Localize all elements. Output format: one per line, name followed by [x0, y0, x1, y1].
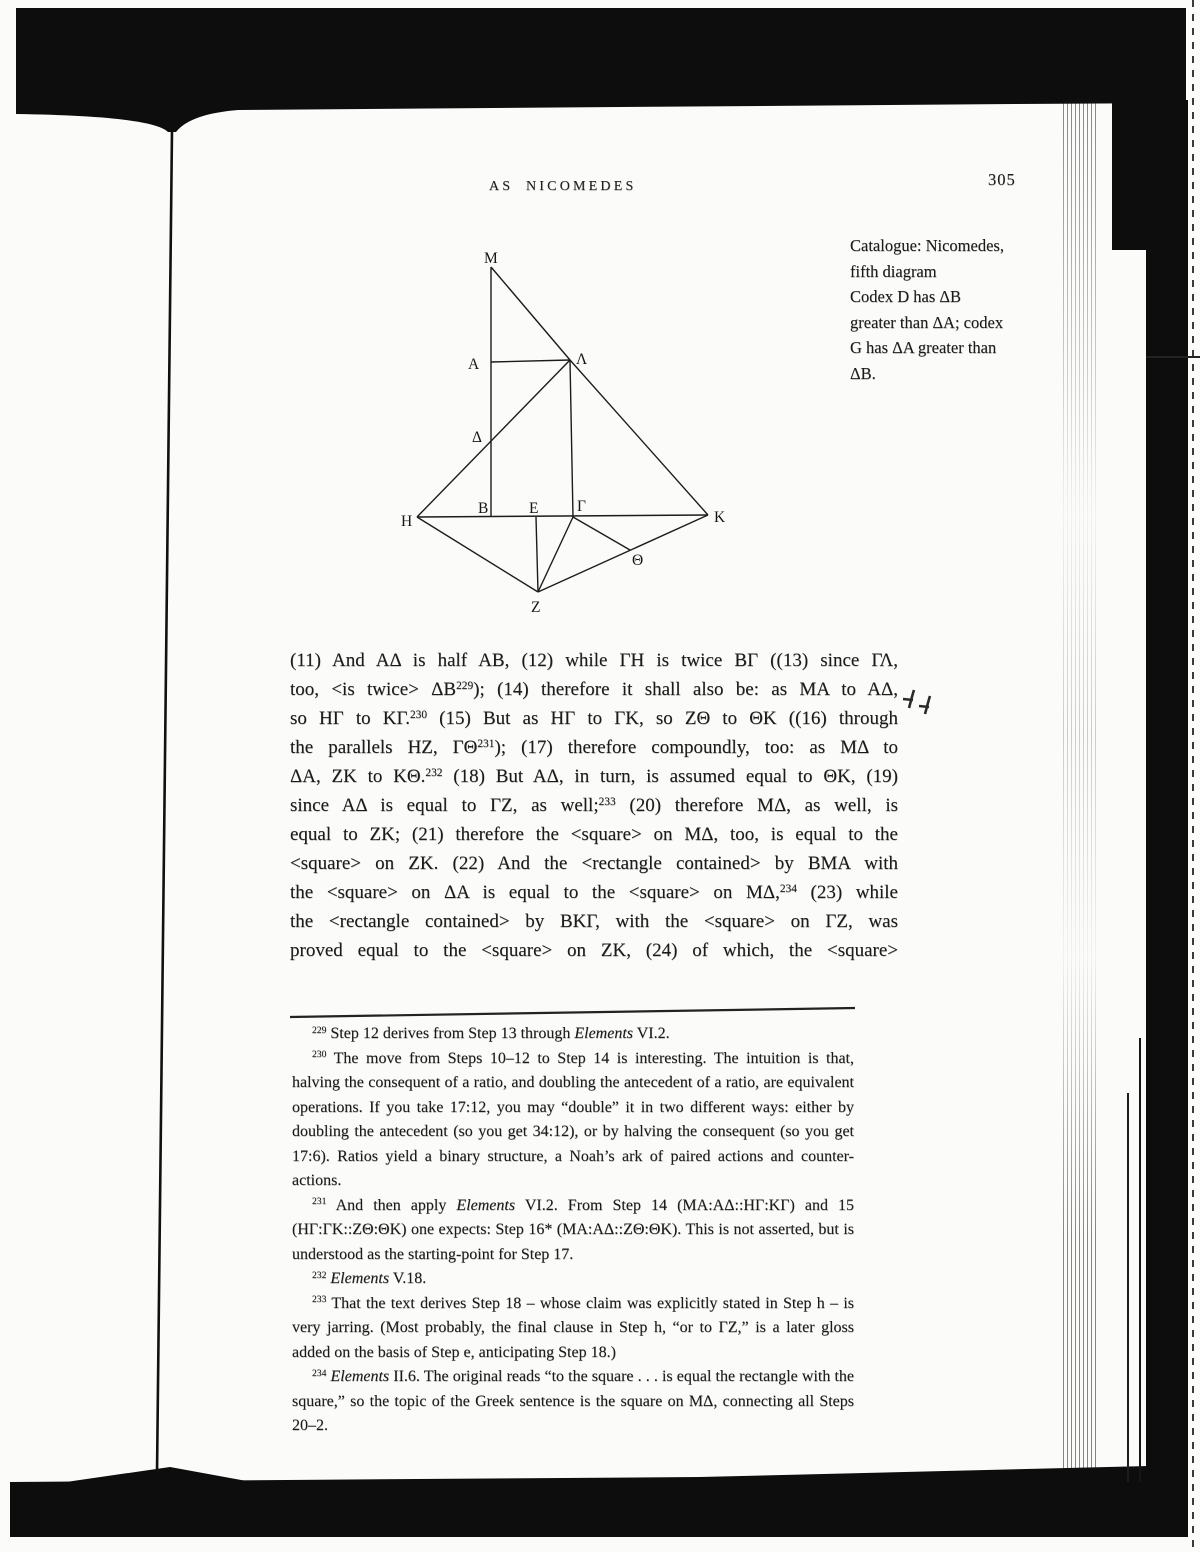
- margin-note-line: G has ΔA greater than: [850, 338, 997, 358]
- diagram-lines: [417, 267, 708, 592]
- margin-note-line: Catalogue: Nicomedes,: [850, 236, 1004, 255]
- margin-note: [850, 233, 1040, 387]
- text-line: (11) And AΔ is half AB, (12) while ΓH is twice BΓ ((13) since ΓΛ,: [290, 650, 898, 671]
- line-Lambda-Gamma: [570, 360, 573, 517]
- line-A-Lambda: [491, 360, 570, 362]
- page-edge-line: [1127, 1093, 1129, 1482]
- main-text-paragraph: [290, 646, 898, 965]
- footnote-separator: [290, 1008, 855, 1017]
- page-edge-mark: [1146, 356, 1200, 358]
- footnote-230: $^{230}$ The move from Steps 10–12 to Step 14 is interesting. The intuition is that, halving the consequent of a ratio, and doubling the antecedent of a ratio, are equivalent operations. If you take 17:12, you may “double” it in two different ways: either by doubling the antecedent (so you get 34:12), or by halving the consequent (so you get 17:6). Ratios yield a binary structure, a Noah’s ark of paired actions and counter-actions.: [292, 1049, 854, 1189]
- footnote-232: $^{232}$ Elements V.18.: [312, 1269, 427, 1287]
- line-Gamma-Theta: [573, 517, 630, 550]
- margin-note-line: greater than ΔA; codex: [850, 312, 1004, 332]
- footnotes-block: [292, 1022, 854, 1439]
- line-Lambda-K: [570, 360, 708, 515]
- running-title: AS NICOMEDES: [489, 179, 637, 194]
- line-Z-K: [538, 515, 708, 592]
- diagram-label-Lambda: Λ: [576, 351, 588, 368]
- page-edge-texture: [1063, 98, 1099, 1482]
- diagram-label-B: B: [478, 500, 489, 517]
- diagram-label-M: M: [484, 250, 498, 267]
- diagram-labels: [401, 250, 726, 616]
- text-line: <square> on ZK. (22) And the <rectangle contained> by BMA with: [290, 853, 898, 874]
- footnote-233: $^{233}$ That the text derives Step 18 – whose claim was explicitly stated in Step h – is very jarring. (Most probably, the final clause in Step h, “or to ΓZ,” is a later gloss added on the basis of Step e, anticipating Step 18.): [292, 1294, 854, 1361]
- text-line: too, <is twice> $\Delta B^{229}$); (14) therefore it shall also be: as MA to AΔ,: [290, 679, 898, 700]
- text-line: the <rectangle contained> by BKΓ, with the <square> on ΓZ, was: [290, 911, 898, 932]
- scan-edge-dashed-line: [1192, 0, 1194, 1552]
- text-line: so HΓ to KΓ.$^{230}$ (15) But as HΓ to ΓK, so ZΘ to ΘK ((16) through: [290, 708, 898, 729]
- line-H-Lambda: [417, 360, 570, 517]
- line-M-Lambda: [491, 267, 570, 360]
- diagram-label-Theta: Θ: [632, 552, 644, 569]
- text-line: proved equal to the <square> on ZK, (24) of which, the <square>: [290, 940, 898, 961]
- pencil-marks: [903, 690, 930, 714]
- bottom-spine-mound: [66, 1467, 252, 1482]
- right-black-column: [1146, 248, 1188, 1483]
- text-line: the <square> on ΔA is equal to the <square> on MΔ,$^{234}$ (23) while: [290, 882, 898, 903]
- diagram-label-K: K: [714, 509, 726, 526]
- spine-line: [157, 130, 172, 1474]
- line-H-K: [417, 515, 708, 517]
- page-edge-line: [1139, 1038, 1141, 1482]
- top-black-bar: [16, 8, 1186, 113]
- diagram-label-Z: Z: [531, 599, 541, 616]
- diagram-label-H: H: [401, 513, 413, 530]
- footnote-229: $^{229}$ Step 12 derives from Step 13 through Elements VI.2.: [312, 1024, 670, 1042]
- line-H-Z: [417, 517, 538, 592]
- footnote-231: $^{231}$ And then apply Elements VI.2. From Step 14 (MA:AΔ::HΓ:KΓ) and 15 (HΓ:ΓK::ZΘ:ΘK) one expects: Step 16* (MA:AΔ::ZΘ:ΘK). This is not asserted, but is understood as the starting-point for Step 17.: [292, 1196, 855, 1263]
- spine-funnel: [16, 110, 238, 132]
- diagram-label-Delta: Δ: [472, 429, 482, 446]
- footnote-234: $^{234}$ Elements II.6. The original reads “to the square . . . is equal the rectangle with the square,” so the topic of the Greek sentence is the square on MΔ, connecting all Steps 20–2.: [292, 1367, 854, 1434]
- diagram-label-A: A: [468, 356, 480, 373]
- margin-note-line: fifth diagram: [850, 261, 937, 281]
- diagram-label-E: E: [529, 500, 539, 517]
- text-line: since AΔ is equal to ΓZ, as well;$^{233}$ (20) therefore MΔ, as well, is: [290, 795, 898, 816]
- margin-note-line: ΔB.: [850, 363, 876, 383]
- diagram-label-Gamma: Γ: [577, 498, 586, 515]
- text-line: equal to ZK; (21) therefore the <square> on MΔ, too, is equal to the: [290, 824, 898, 845]
- right-top-black-block: [1112, 100, 1188, 250]
- margin-note-line: Codex D has ΔB: [850, 287, 961, 307]
- line-Gamma-Z: [538, 517, 573, 592]
- text-line: ΔA, ZK to KΘ.$^{232}$ (18) But AΔ, in turn, is assumed equal to ΘK, (19): [290, 766, 898, 787]
- text-line: the parallels HZ, ΓΘ$^{231}$); (17) therefore compoundly, too: as MΔ to: [290, 737, 898, 758]
- page-number: 305: [988, 170, 1016, 189]
- line-E-Z: [536, 517, 538, 592]
- geometry-diagram: [400, 245, 730, 625]
